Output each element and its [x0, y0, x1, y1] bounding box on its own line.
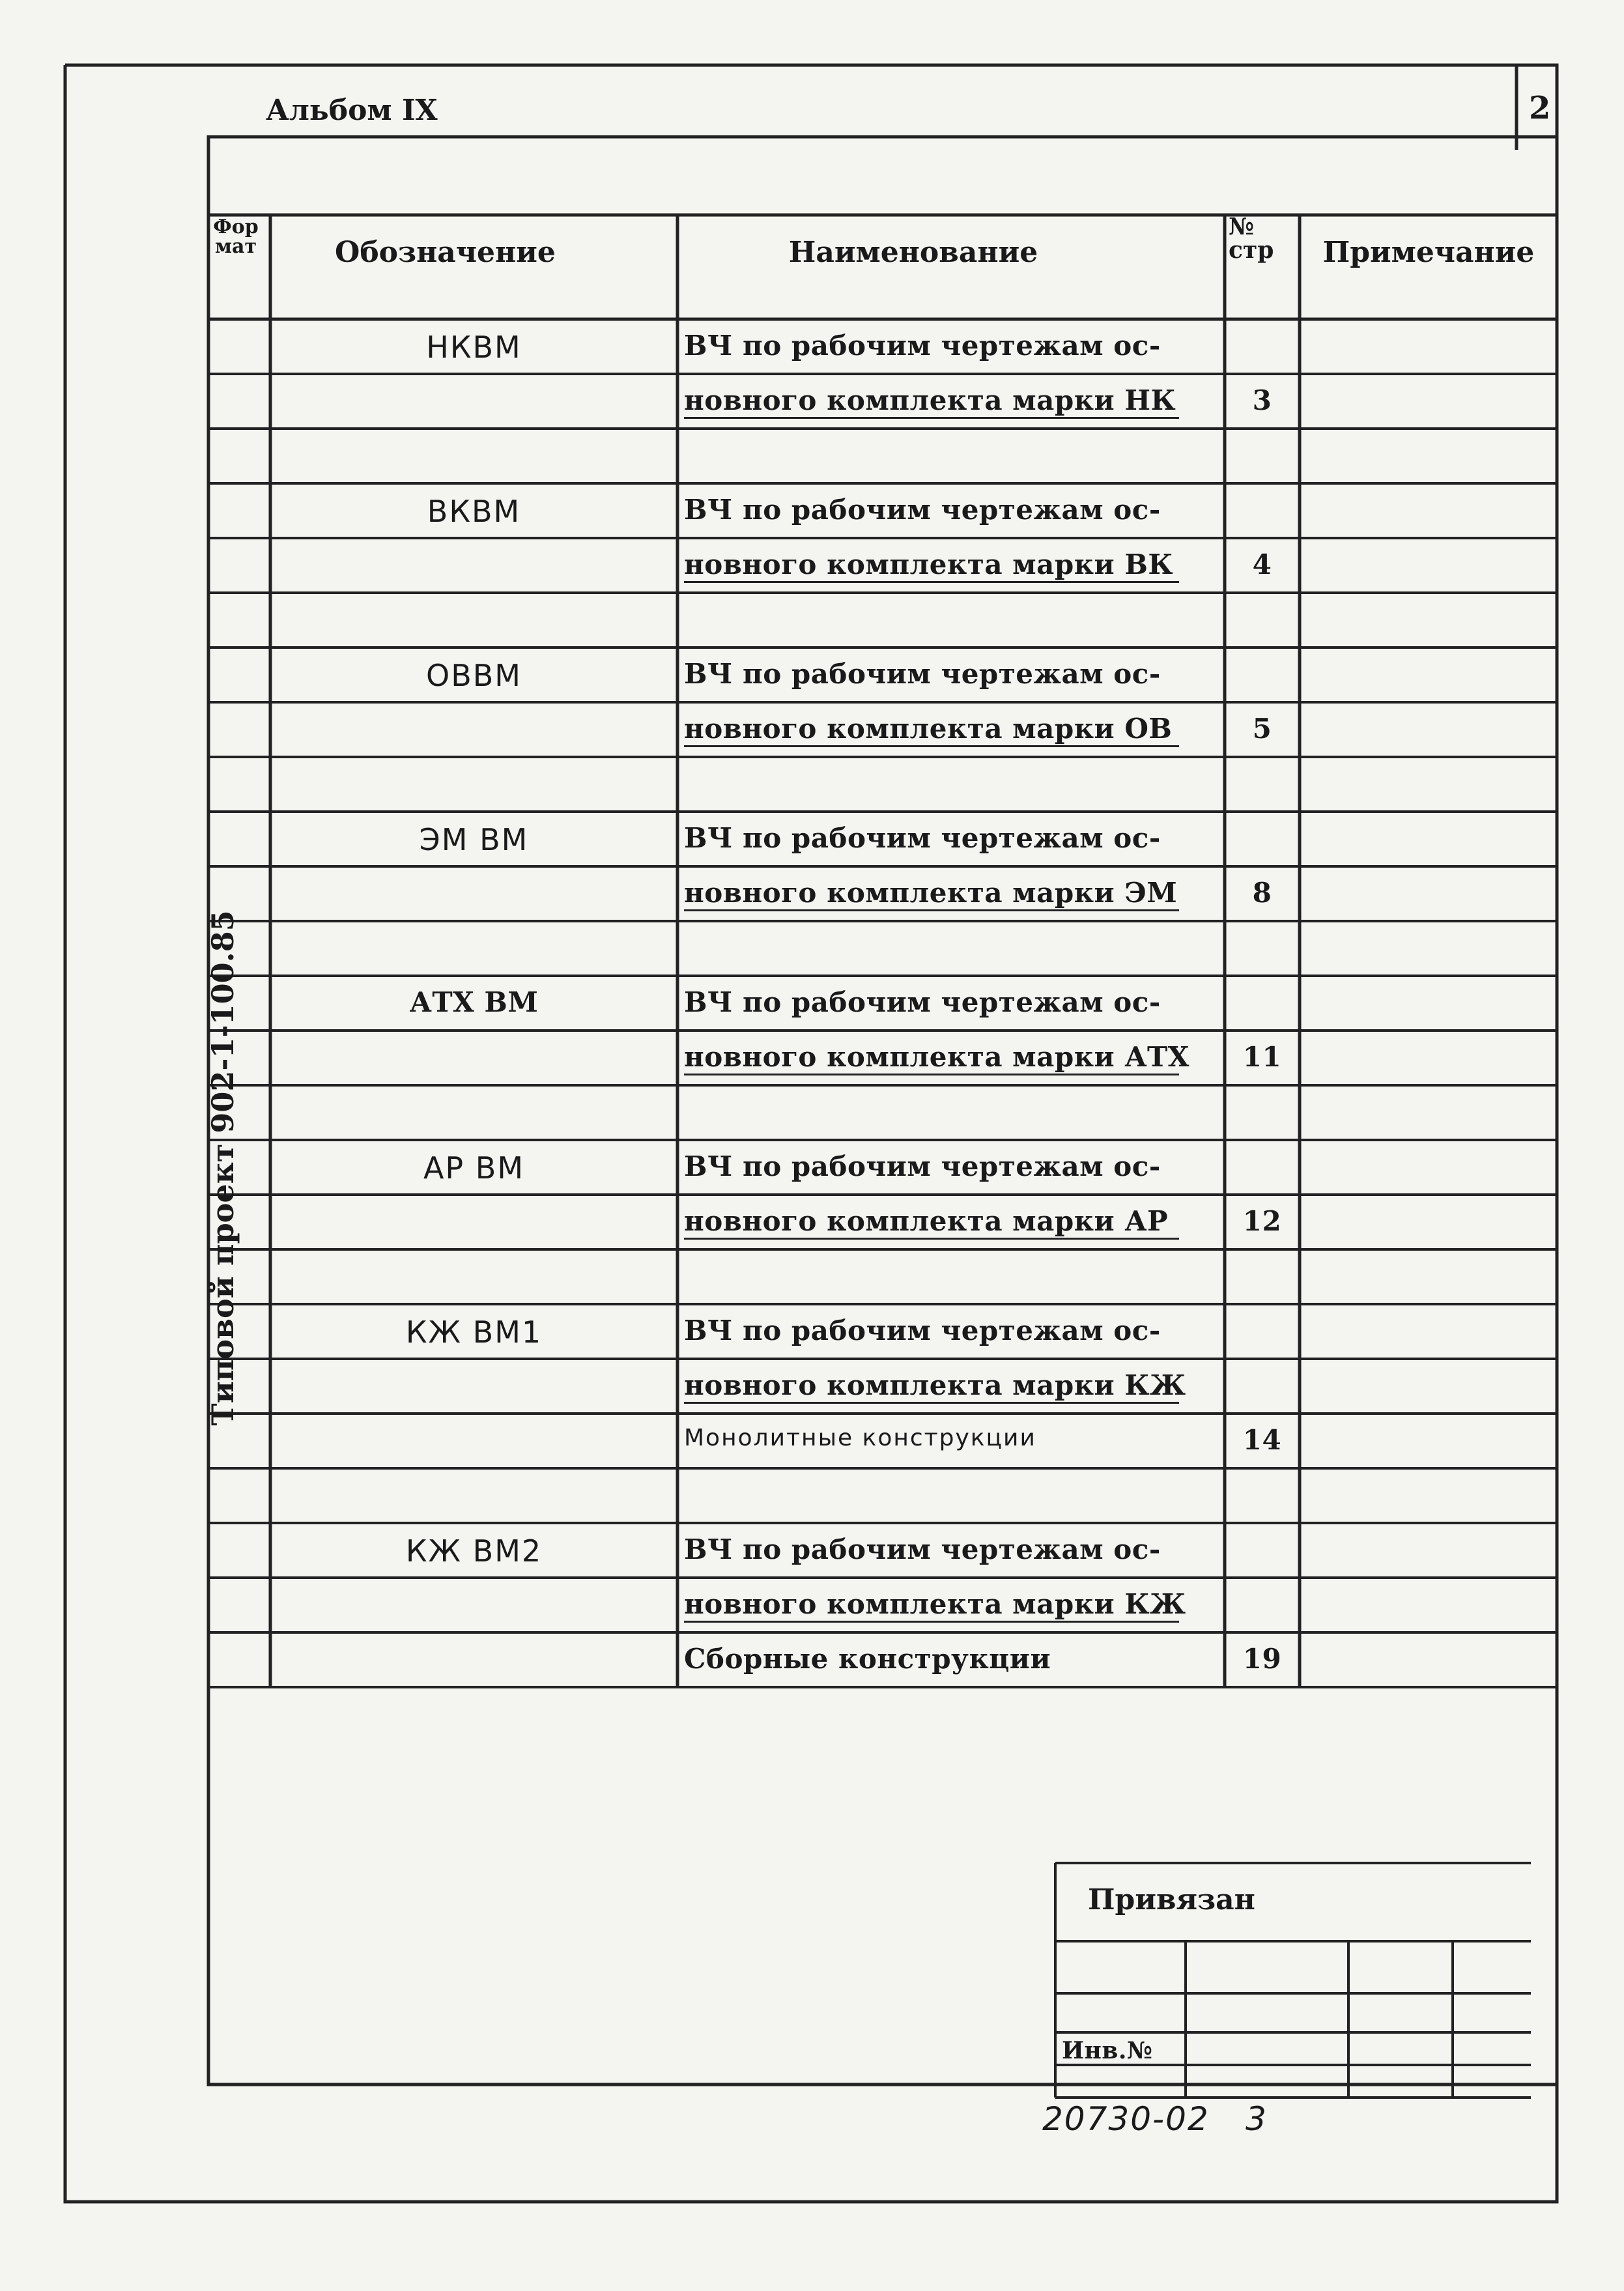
row-page: 5	[1252, 713, 1272, 745]
row-name: ВЧ по рабочим чертежам ос-	[684, 1315, 1161, 1346]
stamp-inv-label: Инв.№	[1062, 2037, 1153, 2064]
row-name: новного комплекта марки ВК	[684, 548, 1174, 580]
row-designation: КЖ ВМ1	[405, 1315, 543, 1350]
col-designation-header: Обозначение	[335, 236, 556, 269]
row-name: ВЧ по рабочим чертежам ос-	[684, 658, 1161, 690]
row-name: новного комплекта марки АР	[684, 1205, 1169, 1237]
row-designation: КЖ ВМ2	[405, 1533, 543, 1569]
stamp-inv-number: 20730-02	[1042, 2100, 1210, 2138]
row-name: ВЧ по рабочим чертежам ос-	[684, 1150, 1161, 1182]
row-designation: НКВМ	[426, 330, 522, 365]
row-page: 19	[1242, 1643, 1282, 1675]
row-underline	[684, 1238, 1179, 1240]
stamp-sheet: 3	[1246, 2100, 1268, 2138]
row-underline	[684, 745, 1179, 747]
row-page: 8	[1252, 877, 1272, 909]
row-page: 4	[1252, 548, 1272, 580]
row-underline	[684, 1074, 1179, 1075]
row-name: новного комплекта марки КЖ	[684, 1369, 1186, 1401]
row-underline	[684, 1621, 1179, 1623]
row-name: новного комплекта марки ОВ	[684, 713, 1173, 745]
row-page: 12	[1242, 1205, 1282, 1237]
row-name: новного комплекта марки АТХ	[684, 1041, 1190, 1073]
row-name: новного комплекта марки НК	[684, 384, 1176, 416]
row-underline	[684, 581, 1179, 583]
row-page: 3	[1252, 384, 1272, 416]
col-name-header: Наименование	[788, 236, 1038, 269]
row-underline	[684, 417, 1179, 419]
row-name: новного комплекта марки КЖ	[684, 1588, 1186, 1620]
sheet-number: 2	[1529, 90, 1551, 126]
album-title: Альбом IX	[266, 94, 438, 127]
stamp-title: Привязан	[1088, 1883, 1255, 1916]
row-name: ВЧ по рабочим чертежам ос-	[684, 822, 1161, 854]
col-note-header: Примечание	[1322, 236, 1535, 269]
row-name: ВЧ по рабочим чертежам ос-	[684, 986, 1161, 1018]
row-name: ВЧ по рабочим чертежам ос-	[684, 494, 1161, 526]
col-format-header: Фор мат	[213, 216, 259, 258]
project-side-stamp: Типовой проект 902-1-100.85	[205, 910, 240, 1426]
row-page: 14	[1242, 1424, 1282, 1456]
row-designation: ЭМ ВМ	[419, 822, 529, 857]
row-designation: АТХ ВМ	[409, 986, 539, 1018]
row-underline	[684, 1402, 1179, 1404]
row-underline	[684, 909, 1179, 911]
row-name: ВЧ по рабочим чертежам ос-	[684, 330, 1161, 362]
row-designation: ОВВМ	[425, 658, 522, 693]
row-name: новного комплекта марки ЭМ	[684, 877, 1178, 909]
row-name: ВЧ по рабочим чертежам ос-	[684, 1533, 1161, 1565]
row-name: Сборные конструкции	[684, 1643, 1051, 1675]
row-designation: ВКВМ	[427, 494, 521, 529]
row-page: 11	[1242, 1041, 1282, 1073]
row-designation: АР ВМ	[423, 1150, 525, 1186]
col-page-header: № стр	[1229, 213, 1274, 264]
row-name: Монолитные конструкции	[684, 1425, 1036, 1451]
